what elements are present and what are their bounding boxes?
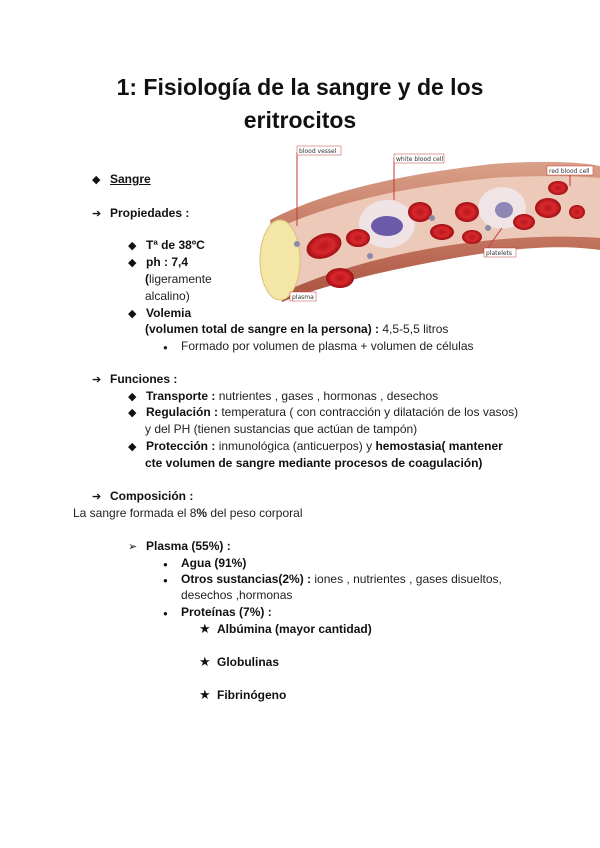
composicion-heading-row — [92, 489, 193, 503]
red-blood-cell — [513, 214, 535, 230]
composicion-note: La sangre formada el 8% del peso corporal — [73, 506, 303, 520]
temperature-item: ◆ Tª de 38ºC — [128, 238, 205, 252]
arrow-bullet-icon: ➔ — [92, 208, 102, 220]
platelet — [429, 215, 435, 221]
red-blood-cell — [548, 181, 568, 195]
agua-item: ● Agua (91%) — [163, 556, 247, 570]
white-blood-cell-nucleus — [495, 202, 513, 218]
arrow-bullet-icon: ➔ — [92, 491, 102, 503]
globulinas-item: ★ Globulinas — [199, 654, 280, 669]
star-bullet-icon: ★ — [199, 654, 211, 669]
arrow-bullet-icon: ➔ — [92, 374, 102, 386]
regulacion-item-continued: y del PH (tienen sustancias que actúan de tampón) — [145, 422, 418, 436]
regulacion-item: ◆ Regulación : temperatura ( con contracción y dilatación de los vasos) — [128, 405, 519, 419]
transporte-item: ◆ Transporte : nutrientes , gases , hormonas , desechos — [128, 389, 439, 403]
star-bullet-icon: ★ — [199, 621, 211, 636]
otros-item: ● Otros sustancias(2%) : iones , nutrientes , gases disueltos, — [163, 572, 502, 586]
bullet-dot-icon: ● — [163, 560, 168, 569]
label-blood-vessel: blood vessel — [299, 148, 337, 155]
vessel-opening — [260, 220, 300, 300]
bullet-dot-icon: ● — [163, 343, 168, 352]
label-white-blood-cell: white blood cell — [396, 156, 444, 163]
label-red-blood-cell: red blood cell — [549, 168, 590, 175]
blood-vessel-illustration — [252, 142, 600, 304]
bullet-dot-icon: ● — [163, 609, 168, 618]
page-title-line-1: 1: Fisiología de la sangre y de los — [116, 74, 484, 100]
platelet — [485, 225, 491, 231]
red-blood-cell — [326, 268, 354, 288]
red-blood-cell — [455, 202, 479, 222]
diamond-bullet-icon: ◆ — [128, 257, 137, 269]
ph-note-line-1: (ligeramente — [145, 272, 212, 286]
bullet-dot-icon: ● — [163, 576, 168, 585]
volemia-item: ◆ Volemia — [128, 306, 192, 320]
diamond-bullet-icon: ◆ — [92, 174, 101, 186]
albumina-item: ★ Albúmina (mayor cantidad) — [199, 621, 372, 636]
plasma-item: ➢ Plasma (55%) : — [128, 539, 231, 553]
propiedades-heading: Propiedades : — [110, 206, 190, 220]
proteinas-item: ● Proteínas (7%) : — [163, 605, 272, 619]
fibrinogeno-item: ★ Fibrinógeno — [199, 687, 287, 702]
ph-item: ◆ ph : 7,4 — [128, 255, 189, 269]
page-title-line-2: eritrocitos — [243, 107, 357, 133]
red-blood-cell — [408, 202, 432, 222]
proteccion-item: ◆ Protección : inmunológica (anticuerpos) y hemostasia( mantener — [128, 439, 503, 453]
red-blood-cell — [535, 198, 561, 218]
proteccion-item-continued: cte volumen de sangre mediante procesos de coagulación) — [145, 456, 483, 470]
diamond-bullet-icon: ◆ — [128, 441, 137, 453]
diamond-bullet-icon: ◆ — [128, 308, 137, 320]
label-platelets: platelets — [486, 250, 513, 257]
sangre-heading: Sangre — [110, 172, 151, 186]
star-bullet-icon: ★ — [199, 687, 211, 702]
volemia-definition: (volumen total de sangre en la persona) : 4,5-5,5 litros — [145, 322, 449, 336]
sangre-heading-row — [92, 172, 151, 186]
composicion-heading: Composición : — [110, 489, 194, 503]
diamond-bullet-icon: ◆ — [128, 391, 137, 403]
funciones-heading-row — [92, 372, 177, 386]
diamond-bullet-icon: ◆ — [128, 240, 137, 252]
platelet — [294, 241, 300, 247]
ph-note-line-2: alcalino) — [145, 289, 190, 303]
diamond-bullet-icon: ◆ — [128, 407, 137, 419]
funciones-heading: Funciones : — [110, 372, 178, 386]
red-blood-cell — [462, 230, 482, 244]
otros-item-continued: desechos ,hormonas — [181, 588, 293, 602]
label-plasma: plasma — [292, 294, 314, 301]
platelet — [367, 253, 373, 259]
red-blood-cell — [346, 229, 370, 247]
red-blood-cell — [569, 205, 585, 219]
white-blood-cell-nucleus — [371, 216, 403, 236]
red-blood-cell — [430, 224, 454, 240]
arrowhead-bullet-icon: ➢ — [128, 541, 138, 553]
propiedades-heading-row — [92, 206, 189, 220]
volemia-sub-item: ● Formado por volumen de plasma + volumen de células — [163, 339, 474, 353]
